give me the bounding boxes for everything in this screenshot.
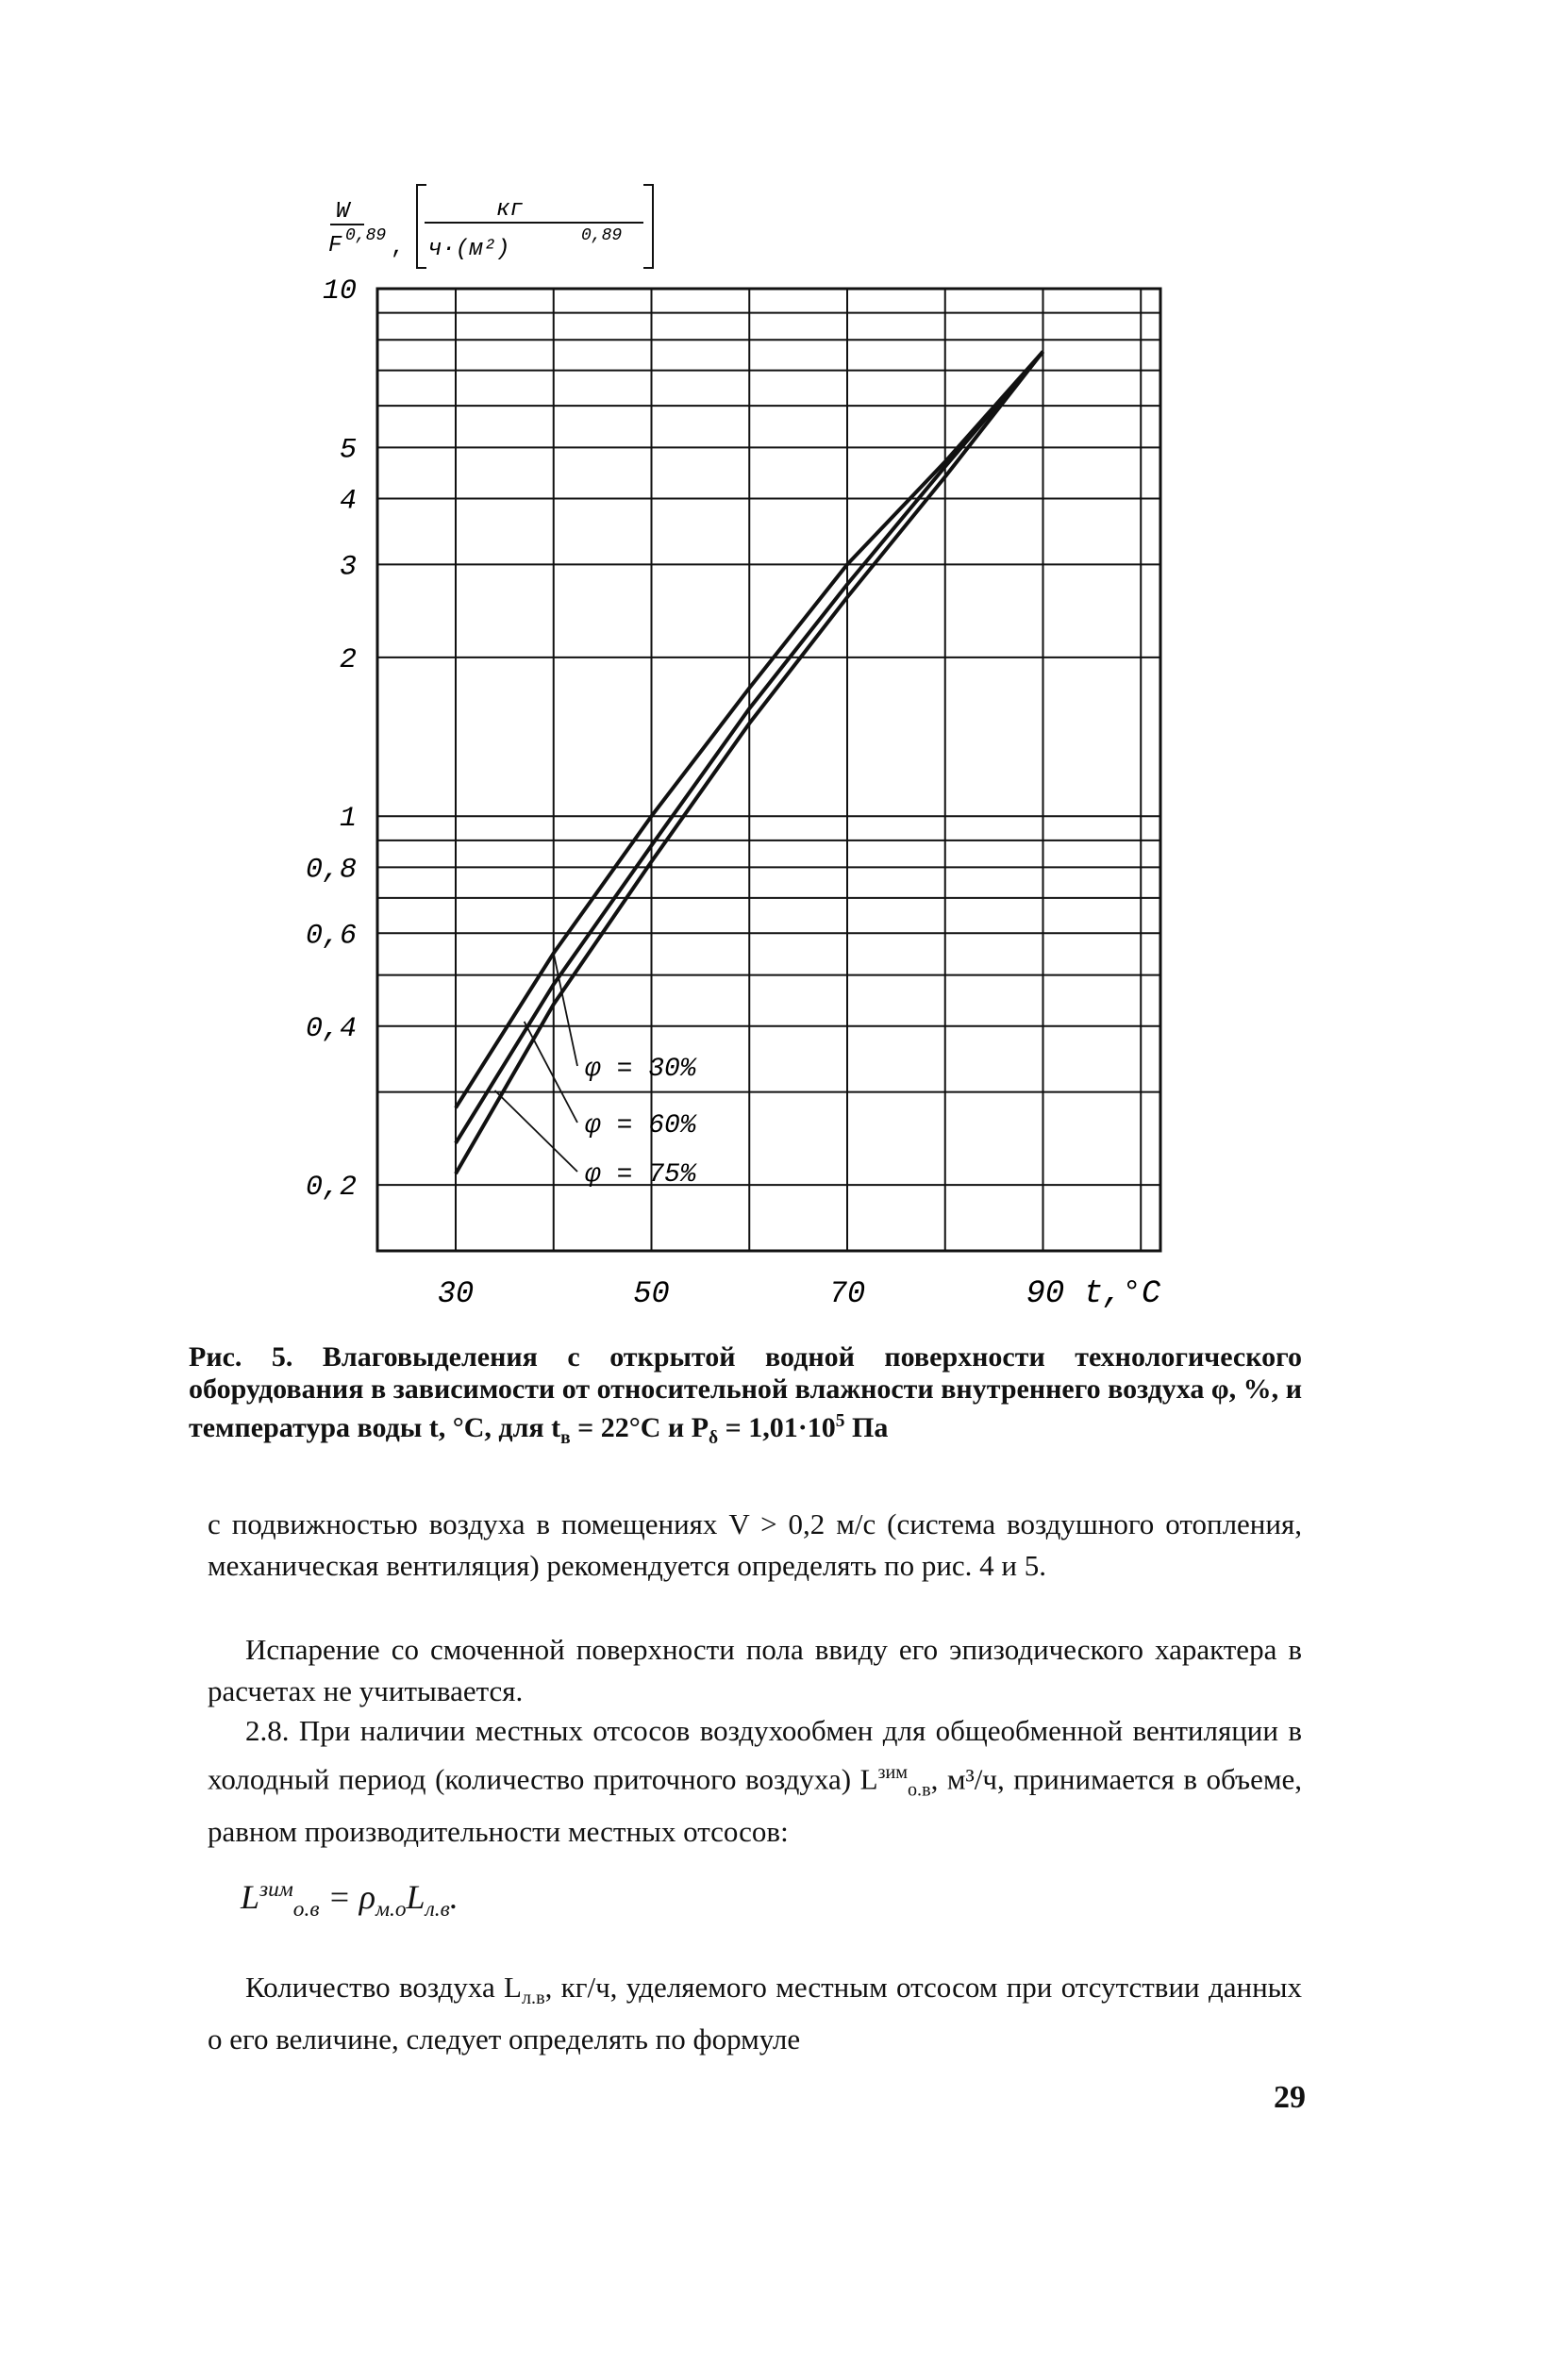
y-label-denominator: F (328, 233, 342, 258)
figure-caption: Рис. 5. Влаговыделения с открытой водной поверхности технологического оборудования в зависимости от относительной влажности внутреннего воздуха φ, %, и температура воды t, °С, для $t_в = 22^\circ С$ и $P_\delta = 1,01\cdot 10^5$ Па (189, 1341, 1302, 1448)
y-tick-label: 5 (339, 434, 357, 467)
y-tick-label: 3 (339, 551, 357, 584)
paragraph-evaporation: Испарение со смоченной поверхности пола ввиду его эпизодического характера в расчетах не учитывается. (208, 1633, 1302, 1707)
series-leader-2 (525, 1022, 577, 1123)
series-label-1: φ = 30% (585, 1055, 696, 1084)
y-tick-label: 1 (339, 803, 357, 836)
y-tick-label: 0,2 (305, 1172, 357, 1205)
x-axis-label: 90 t,°C (1026, 1276, 1161, 1311)
y-label-exponent: 0,89 (345, 226, 387, 245)
paragraph-air-quantity: Количество воздуха $L_{л.в}$, кг/ч, уделяемого местным отсосом при отсутствии данных о его величине, следует определять по формуле (208, 1971, 1302, 2056)
y-tick-label: 2 (339, 643, 357, 676)
figure-5-chart (274, 179, 1198, 1311)
y-tick-label: 0,8 (305, 854, 357, 887)
y-tick-label: 10 (322, 275, 357, 308)
y-tick-label: 0,4 (305, 1012, 357, 1045)
y-tick-label: 0,6 (305, 920, 357, 953)
y-label-numerator: W (336, 199, 350, 225)
x-tick-label: 50 (633, 1276, 670, 1311)
series-leader-3 (495, 1090, 578, 1172)
x-tick-label: 30 (437, 1276, 475, 1311)
unit-exponent: 0,89 (581, 226, 623, 245)
y-label-comma: , (391, 235, 405, 260)
formula-l-zim: $L^{зим}_{о.в} = \rho_{м.о}L_{л.в}$. (241, 1877, 459, 1922)
paragraph-mobility: с подвижностью воздуха в помещениях V > 0,2 м/с (система воздушного отопления, механическая вентиляция) рекомендуется определять по рис. 4 и 5. (208, 1507, 1302, 1582)
series-label-3: φ = 75% (585, 1160, 696, 1190)
x-tick-label: 70 (828, 1276, 866, 1311)
unit-numerator: кг (496, 197, 524, 223)
page-number: 29 (1274, 2080, 1306, 2115)
series-label-2: φ = 60% (585, 1111, 696, 1140)
y-tick-label: 4 (339, 485, 357, 518)
unit-bracket-right (643, 185, 653, 268)
unit-bracket-left (417, 185, 426, 268)
unit-denominator: ч·(м²) (428, 237, 510, 262)
paragraph-2-8: 2.8. При наличии местных отсосов воздухообмен для общеобменной вентиляции в холодный период (количество приточного воздуха) $L^{зим}_{о.в}$, м³/ч, принимается в объеме, равном производительности местных отсосов: (208, 1714, 1302, 1848)
